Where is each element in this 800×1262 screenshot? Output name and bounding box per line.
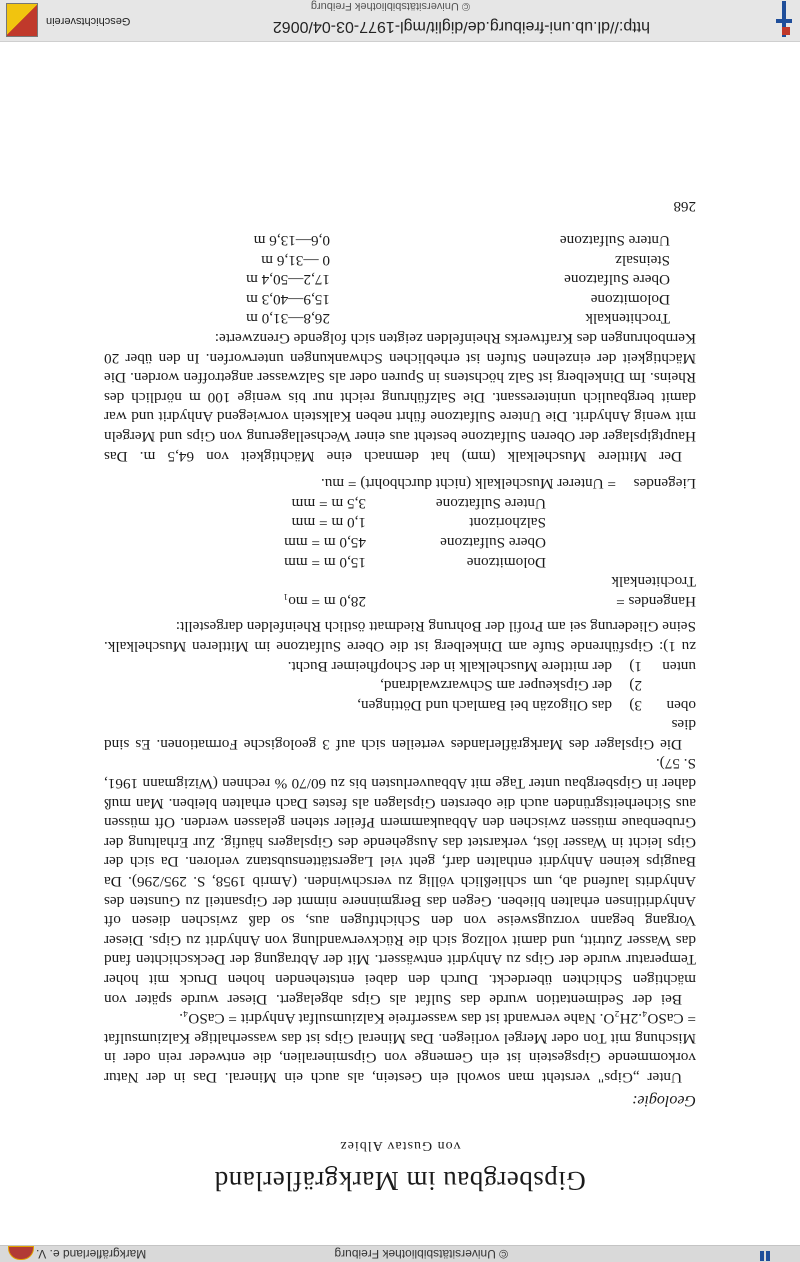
page-number: 268 <box>673 198 696 215</box>
paragraph-2: Bei der Sedimentation wurde das Sulfat als Gips abgelagert. Dieser wurde später von mächtigen Schichten überdeckt. Durch den dabei entstehenden hohen Druck mit hoher Temperatur wurde der Gips zu Anhydrit entwässert. Mit der Abtragung der Deckschichten fand das Wasser Zutritt, und damit vollzog sich die Rückverwandlung von Anhydrit zu Gips. Dieser Vorgang begann vorzugsweise von den Schichtfugen aus, so daß zwischen diesen oft Anhydritlinsen erhalten blieben. Gegen das Bergminnere nimmt der Gipsanteil zu Gunsten des Anhydrits laufend ab, um schließlich völlig zu verschwinden. (Amrib 1958, S. 295/296). Da Baugips keinen Anhydrit enthalten darf, geht viel Lagerstättensubstanz verloren. Da sich der Gips leicht in Wasser löst, verkarstet das Ausgehende des Gipslagers häufig. Zur Erhaltung der Grubenbaue müssen zwischen den Abbaukammern Pfeiler stehen gelassen werden. Oft müssen aus Sicherheitsgründen auch die obersten Gipslagen als festes Dach erhalten bleiben. Man muß daher in Gipsbergbau unter Tage mit Abbauverlusten bis zu 60/70 % rechnen (Wizigmann 1961, S. 57). <box>104 755 696 1008</box>
article-title: Gipsbergbau im Markgräflerland <box>214 1166 586 1196</box>
table-row: Liegendes = Unterer Muschelkalk (nicht durchbohrt) = mu. <box>320 475 696 493</box>
list-item: 2) der Gipskeuper am Schwarzwaldrand, <box>380 677 642 695</box>
section-heading: Geologie: <box>632 1092 696 1109</box>
profile-table <box>104 474 696 611</box>
document-page <box>104 197 696 1202</box>
formation-list <box>104 656 696 715</box>
table-row: Obere Sulfatzone 45,0 m = mm <box>284 533 546 551</box>
paragraph-4: zu 1): Gipsführende Stufe am Dinkelberg ist die Obere Sulfatzone im Mittleren Muschelkalk. Seine Gliederung sei am Profil der Bohrung Riedmatt östlich Rheinfelden dargestellt: <box>104 618 696 655</box>
viewer-bottom-bar <box>0 0 800 42</box>
society-label: Geschichtsverein <box>46 15 131 27</box>
table-row: Obere Sulfatzone 17,2—50,4 m <box>246 271 670 289</box>
table-row: Dolomitzone 15,0 m = mm <box>284 553 546 571</box>
society-logo-icon <box>8 1246 34 1260</box>
table-row: Steinsalz 0 —31,6 m <box>261 251 670 269</box>
table-row: Salzhorizont 1,0 m = mm <box>291 514 546 532</box>
permalink[interactable]: http://dl.ub.uni-freiburg.de/diglit/mgl-1977-03-04/0062 <box>272 18 650 35</box>
coat-of-arms-icon <box>6 3 38 37</box>
table-row: Untere Sulfatzone 3,5 m = mm <box>291 494 546 512</box>
table-row: Dolomitzone 15,9—40,3 m <box>246 290 670 308</box>
viewer-society-label: Markgräflerland e. V. <box>36 1247 147 1261</box>
viewer-copyright: © Universitätsbibliothek Freiburg <box>334 1247 508 1261</box>
viewer-top-bar <box>0 1245 800 1262</box>
paragraph-3: Die Gipslager des Markgräflerlandes verteilen sich auf 3 geologische Formationen. Es sind dies <box>104 716 696 753</box>
ub-logo-icon[interactable] <box>776 1 792 37</box>
paragraph-1: Unter „Gips" versteht man sowohl ein Gestein, als auch ein Mineral. Das in der Natur vorkommende Gipsgestein ist ein Gemenge von Gipsmineralien, die entweder rein oder in Mischung mit Ton oder Mergel vorliegen. Das Mineral Gips ist das wasserhaltige Kalziumsulfat = CaSO₄.2H₂O. Nahe verwandt ist das wasserfreie Kalziumsulfat Anhydrit = CaSO₄. <box>104 1010 696 1086</box>
list-item: unten 1) der mittlere Muschelkalk in der Schopfheimer Bucht. <box>287 657 696 675</box>
table-row: Trochitenkalk 26,8—31,0 m <box>246 310 670 328</box>
article-author: von Gustav Albiez <box>339 1138 461 1153</box>
table-row: Untere Sulfatzone 0,6—13,6 m <box>253 232 670 250</box>
copyright-note: © Universitätsbibliothek Freiburg <box>310 0 470 12</box>
paragraph-5: Der Mittlere Muschelkalk (mm) hat demnach eine Mächtigkeit von 64,5 m. Das Hauptgipslager der Oberen Sulfatzone besteht aus einer Wechsellagerung von Gips und Mergeln mit wenig Anhydrit. Die Untere Sulfatzone führt neben Kalkstein vorwiegend Anhydrit und war damit bergbaulich uninteressant. Die Salzführung reicht nur bis wenige 100 m nördlich des Rheins. Im Dinkelberg ist Salz höchstens in Spuren oder als Salzwasser angetroffen worden. Die Mächtigkeit der einzelnen Stufen ist erheblichen Schwankungen unterworfen. In den über 20 Kernbohrungen des Kraftwerks Rheinfelden zeigten sich folgende Grenzwerte: <box>104 330 696 465</box>
list-item: oben 3) das Oligozän bei Bamlach und Döttingen, <box>357 696 696 714</box>
table-row: Hangendes = Trochitenkalk 28,0 m = mo₁ <box>282 573 696 610</box>
viewer-logo-icon[interactable] <box>758 1246 770 1262</box>
limits-table <box>104 230 696 328</box>
